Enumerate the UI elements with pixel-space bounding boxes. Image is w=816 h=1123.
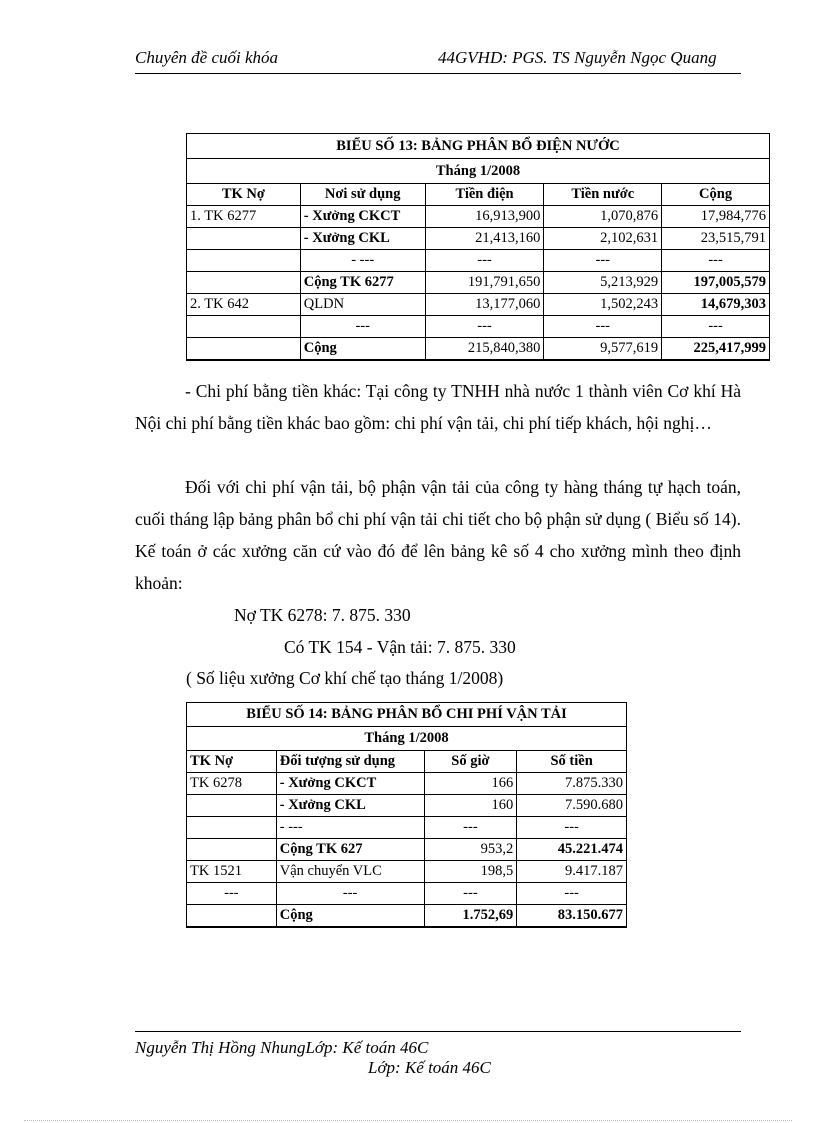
table-row [187, 861, 627, 883]
table-row [187, 338, 770, 361]
header-left: Chuyên đề cuối khóa [135, 48, 279, 67]
paragraph-2 [135, 471, 741, 599]
cell: 1,502,243 [544, 294, 662, 316]
cell: TK 6278 [187, 773, 277, 795]
cell [187, 905, 277, 928]
table-14 [186, 702, 627, 928]
cell [187, 795, 277, 817]
cell: --- [662, 316, 770, 338]
table-14-header-row [187, 751, 627, 773]
cell: --- [425, 250, 544, 272]
col-header: Tiền nước [544, 184, 662, 206]
entry-debit: Nợ TK 6278: 7. 875. 330 [234, 605, 411, 625]
cell: --- [424, 883, 517, 905]
cell: 191,791,650 [425, 272, 544, 294]
table-13-header-row [187, 184, 770, 206]
cell: 13,177,060 [425, 294, 544, 316]
table-row [187, 883, 627, 905]
cell [187, 250, 301, 272]
cell: 198,5 [424, 861, 517, 883]
cell [187, 228, 301, 250]
cell: 9.417.187 [517, 861, 627, 883]
cell: 83.150.677 [517, 905, 627, 928]
footer-line-2: Lớp: Kế toán 46C [368, 1058, 491, 1077]
header-rule [135, 73, 741, 74]
cell: 2. TK 642 [187, 294, 301, 316]
cell: --- [517, 883, 627, 905]
table-row [187, 839, 627, 861]
cell: Cộng TK 6277 [300, 272, 425, 294]
cell [187, 817, 277, 839]
col-header: Nơi sử dụng [300, 184, 425, 206]
cell: 2,102,631 [544, 228, 662, 250]
cell: 23,515,791 [662, 228, 770, 250]
cell: --- [544, 250, 662, 272]
paragraph-2-text: Đối với chi phí vận tải, bộ phận vận tải của công ty hàng tháng tự hạch toán, cuối tháng lập bảng phân bổ chi phí vận tải chi tiết cho bộ phận sử dụng ( Biểu số 14). Kế toán ở các xưởng căn cứ vào đó để lên bảng kê số 4 cho xưởng mình theo định khoản: [135, 477, 741, 593]
col-header: TK Nợ [187, 751, 277, 773]
cell: 7.875.330 [517, 773, 627, 795]
table-row [187, 250, 770, 272]
cell: --- [662, 250, 770, 272]
cell: 953,2 [424, 839, 517, 861]
cell: --- [544, 316, 662, 338]
table-row [187, 316, 770, 338]
cell: --- [300, 316, 425, 338]
col-header: Tiền điện [425, 184, 544, 206]
cell: --- [187, 883, 277, 905]
cell: 7.590.680 [517, 795, 627, 817]
col-header: Cộng [662, 184, 770, 206]
cell: Vận chuyển VLC [276, 861, 424, 883]
paragraph-1 [135, 375, 741, 439]
table-14-subtitle: Tháng 1/2008 [187, 727, 627, 751]
cell: - --- [300, 250, 425, 272]
cell: 9,577,619 [544, 338, 662, 361]
cell: 1,070,876 [544, 206, 662, 228]
table-row [187, 795, 627, 817]
col-header: TK Nợ [187, 184, 301, 206]
cell: 21,413,160 [425, 228, 544, 250]
cell: TK 1521 [187, 861, 277, 883]
cell: 5,213,929 [544, 272, 662, 294]
table-row [187, 206, 770, 228]
cell: --- [424, 817, 517, 839]
cell: --- [517, 817, 627, 839]
cell: - --- [276, 817, 424, 839]
cell: 14,679,303 [662, 294, 770, 316]
cell: - Xưởng CKCT [300, 206, 425, 228]
table-row [187, 272, 770, 294]
page-edge [24, 1120, 792, 1121]
cell: 215,840,380 [425, 338, 544, 361]
source-note: ( Số liệu xưởng Cơ khí chế tạo tháng 1/2008) [186, 668, 504, 688]
cell: 197,005,579 [662, 272, 770, 294]
paragraph-1-text: - Chi phí bằng tiền khác: Tại công ty TNHH nhà nước 1 thành viên Cơ khí Hà Nội chi phí bằng tiền khác bao gồm: chi phí vận tải, chi phí tiếp khách, hội nghị… [135, 381, 741, 433]
cell: 1.752,69 [424, 905, 517, 928]
cell: --- [425, 316, 544, 338]
cell: - Xưởng CKL [276, 795, 424, 817]
table-row [187, 228, 770, 250]
cell: Cộng [300, 338, 425, 361]
table-13-title: BIỂU SỐ 13: BẢNG PHÂN BỔ ĐIỆN NƯỚC [187, 134, 770, 159]
cell [187, 338, 301, 361]
header-right: 44GVHD: PGS. TS Nguyễn Ngọc Quang [438, 48, 717, 67]
cell: - Xưởng CKCT [276, 773, 424, 795]
cell: 45.221.474 [517, 839, 627, 861]
cell: 17,984,776 [662, 206, 770, 228]
footer-line-1: Nguyễn Thị Hồng NhungLớp: Kế toán 46C [135, 1038, 429, 1057]
cell [187, 272, 301, 294]
col-header: Đối tượng sử dụng [276, 751, 424, 773]
footer-rule [135, 1031, 741, 1032]
table-13-subtitle: Tháng 1/2008 [187, 159, 770, 184]
entry-credit: Có TK 154 - Vận tải: 7. 875. 330 [284, 637, 516, 657]
cell: 166 [424, 773, 517, 795]
cell: 160 [424, 795, 517, 817]
table-row [187, 773, 627, 795]
table-13 [186, 133, 770, 361]
cell: --- [276, 883, 424, 905]
cell: QLDN [300, 294, 425, 316]
cell: 1. TK 6277 [187, 206, 301, 228]
col-header: Số tiền [517, 751, 627, 773]
col-header: Số giờ [424, 751, 517, 773]
cell: 225,417,999 [662, 338, 770, 361]
cell: Cộng TK 627 [276, 839, 424, 861]
cell [187, 839, 277, 861]
cell: Cộng [276, 905, 424, 928]
table-row [187, 294, 770, 316]
table-14-title: BIỂU SỐ 14: BẢNG PHÂN BỔ CHI PHÍ VẬN TẢI [187, 703, 627, 727]
table-row [187, 905, 627, 928]
cell: - Xưởng CKL [300, 228, 425, 250]
cell [187, 316, 301, 338]
table-row [187, 817, 627, 839]
cell: 16,913,900 [425, 206, 544, 228]
